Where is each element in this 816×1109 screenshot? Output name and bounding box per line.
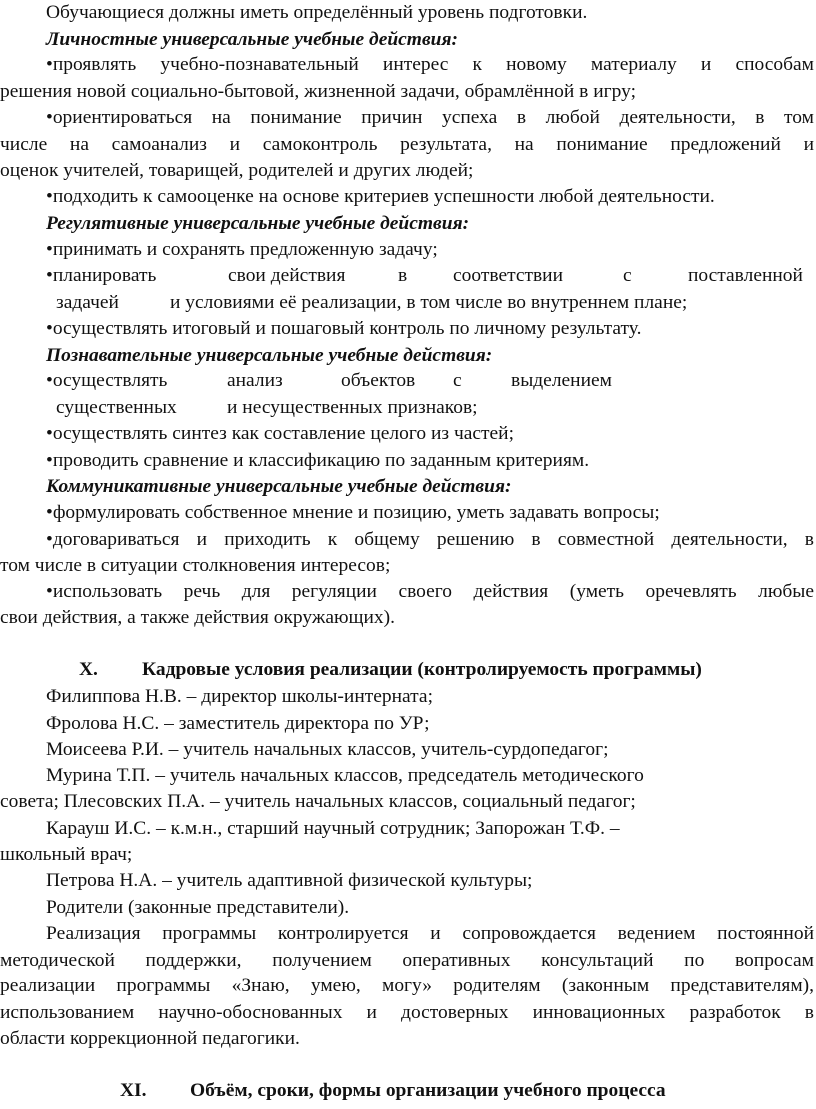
staff-4-line-2: совета; Плесовских П.А. – учитель начальных классов, социальный педагог;	[0, 791, 636, 813]
staff-6: Петрова Н.А. – учитель адаптивной физической культуры;	[46, 870, 533, 892]
cognitive-word-4: с	[453, 370, 462, 392]
personal-bullet-3: •подходить к самооценке на основе критериев успешности любой деятельности.	[46, 186, 715, 208]
regulative-word-3: в	[398, 265, 408, 287]
regulative-word-4: соответствии	[453, 265, 564, 287]
section-10-title: Кадровые условия реализации (контролируемость программы)	[142, 659, 702, 681]
section-11-title: Объём, сроки, формы организации учебного процесса	[190, 1080, 666, 1102]
cognitive-line-2-word-1: существенных	[56, 397, 177, 419]
cognitive-word-3: объектов	[341, 370, 416, 392]
staff-7: Родители (законные представители).	[46, 897, 350, 919]
communicative-heading: Коммуникативные универсальные учебные действия:	[46, 476, 512, 498]
communicative-bullet-3-line-2: свои действия, а также действия окружающих).	[0, 606, 396, 628]
regulative-word-5: с	[623, 265, 632, 287]
staff-3: Моисеева Р.И. – учитель начальных классов, учитель-сурдопедагог;	[46, 738, 609, 760]
personal-bullet-1-line-2: решения новой социально-бытовой, жизненной задачи, обрамлённой в игру;	[0, 81, 636, 103]
staff-5-line-1: Карауш И.С. – к.м.н., старший научный сотрудник; Запорожан Т.Ф. –	[46, 817, 620, 839]
personal-heading: Личностные универсальные учебные действия:	[46, 28, 458, 50]
section-11-number: XI.	[120, 1080, 147, 1102]
personal-bullet-2-line-3: оценок учителей, товарищей, родителей и других людей;	[0, 160, 474, 182]
communicative-bullet-2-line-2: том числе в ситуации столкновения интересов;	[0, 554, 391, 576]
staff-4-line-1: Мурина Т.П. – учитель начальных классов, председатель методического	[46, 765, 644, 787]
implementation-line-5: области коррекционной педагогики.	[0, 1027, 300, 1049]
implementation-line-3: реализации программы «Знаю, умею, могу» родителям (законным представителям),	[0, 975, 814, 997]
personal-bullet-2-line-2: числе на самоанализ и самоконтроль результата, на понимание предложений и	[0, 133, 814, 155]
regulative-word-2: свои действия	[228, 265, 346, 287]
intro-text: Обучающиеся должны иметь определённый уровень подготовки.	[46, 2, 588, 23]
staff-1: Филиппова Н.В. – директор школы-интерната;	[46, 686, 433, 708]
communicative-bullet-1: •формулировать собственное мнение и позицию, уметь задавать вопросы;	[46, 502, 660, 523]
cognitive-bullet-2: •осуществлять синтез как составление целого из частей;	[46, 422, 515, 444]
implementation-line-1: Реализация программы контролируется и сопровождается ведением постоянной	[46, 922, 814, 944]
personal-bullet-2-line-1: •ориентироваться на понимание причин успеха в любой деятельности, в том	[46, 106, 814, 128]
personal-bullet-1-line-1: •проявлять учебно-познавательный интерес к новому материалу и способам	[46, 54, 814, 76]
staff-2: Фролова Н.С. – заместитель директора по УР;	[46, 712, 430, 734]
cognitive-word-1: •осуществлять	[46, 370, 168, 392]
section-10-number: X.	[79, 659, 98, 681]
regulative-line-2-word-1: задачей	[56, 292, 119, 314]
cognitive-word-5: выделением	[511, 370, 612, 392]
staff-5-line-2: школьный врач;	[0, 843, 133, 865]
regulative-bullet-3: •осуществлять итоговый и пошаговый контроль по личному результату.	[46, 317, 642, 339]
cognitive-bullet-3: •проводить сравнение и классификацию по заданным критериям.	[46, 449, 590, 471]
cognitive-line-2-rest: и несущественных признаков;	[227, 397, 478, 419]
regulative-heading: Регулятивные универсальные учебные действия:	[46, 212, 470, 234]
communicative-bullet-3-line-1: •использовать речь для регуляции своего действия (уметь оречевлять любые	[46, 581, 814, 603]
communicative-bullet-2-line-1: •договариваться и приходить к общему решению в совместной деятельности, в	[46, 528, 814, 550]
regulative-line-2-rest: и условиями её реализации, в том числе во внутреннем плане;	[170, 292, 688, 314]
cognitive-heading: Познавательные универсальные учебные действия:	[46, 344, 493, 366]
regulative-word-6: поставленной	[688, 265, 803, 287]
implementation-line-2: методической поддержки, получением оперативных консультаций по вопросам	[0, 949, 814, 971]
regulative-word-1: •планировать	[46, 265, 157, 287]
regulative-bullet-1: •принимать и сохранять предложенную задачу;	[46, 238, 438, 260]
implementation-line-4: использованием научно-обоснованных и достоверных инновационных разработок в	[0, 1002, 814, 1024]
cognitive-word-2: анализ	[227, 370, 283, 392]
